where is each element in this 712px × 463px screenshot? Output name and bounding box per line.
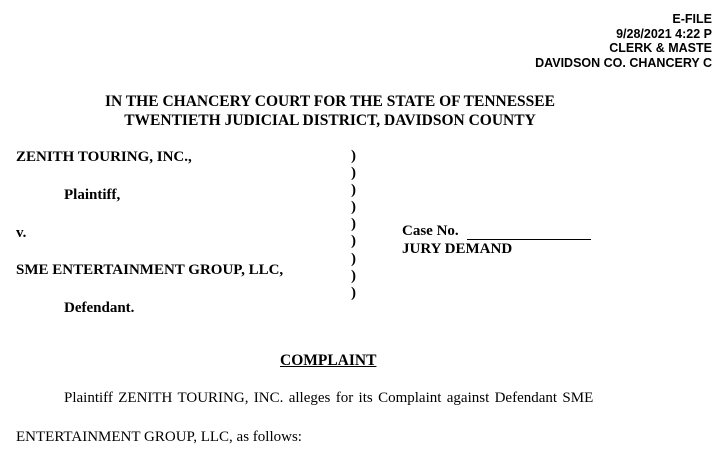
caption-paren: ) bbox=[351, 165, 356, 182]
caption-parentheses bbox=[351, 148, 356, 302]
defendant-role: Defendant. bbox=[64, 300, 135, 316]
efile-stamp-court: DAVIDSON CO. CHANCERY C bbox=[535, 55, 712, 70]
plaintiff-role: Plaintiff, bbox=[64, 187, 121, 203]
caption-paren: ) bbox=[351, 267, 356, 284]
caption-paren: ) bbox=[351, 148, 356, 164]
efile-stamp-label: E-FILE bbox=[672, 12, 712, 26]
efile-stamp bbox=[472, 12, 712, 70]
case-number-label: Case No. bbox=[402, 223, 459, 239]
caption-paren: ) bbox=[351, 182, 356, 199]
court-header-line1: IN THE CHANCERY COURT FOR THE STATE OF TENNESSEE bbox=[105, 93, 555, 110]
body-paragraph-line2: ENTERTAINMENT GROUP, LLC, as follows: bbox=[16, 429, 302, 445]
case-number-blank bbox=[467, 225, 591, 240]
defendant-name: SME ENTERTAINMENT GROUP, LLC, bbox=[16, 262, 284, 278]
document-title: COMPLAINT bbox=[280, 352, 377, 369]
caption-paren: ) bbox=[351, 216, 356, 233]
case-number bbox=[402, 222, 591, 240]
efile-stamp-clerk: CLERK & MASTE bbox=[609, 41, 712, 56]
jury-demand: JURY DEMAND bbox=[402, 241, 513, 257]
plaintiff-name: ZENITH TOURING, INC., bbox=[16, 149, 192, 165]
versus-label: v. bbox=[16, 225, 27, 241]
body-paragraph-line1: Plaintiff ZENITH TOURING, INC. alleges for its Complaint against Defendant SME bbox=[64, 390, 594, 406]
efile-stamp-timestamp: 9/28/2021 4:22 P bbox=[616, 26, 712, 41]
court-header-line2: TWENTIETH JUDICIAL DISTRICT, DAVIDSON COUNTY bbox=[124, 112, 536, 129]
caption-paren: ) bbox=[351, 233, 356, 250]
court-header bbox=[0, 92, 660, 130]
caption-paren: ) bbox=[351, 199, 356, 216]
caption-paren: ) bbox=[351, 284, 356, 301]
caption-paren: ) bbox=[351, 250, 356, 267]
